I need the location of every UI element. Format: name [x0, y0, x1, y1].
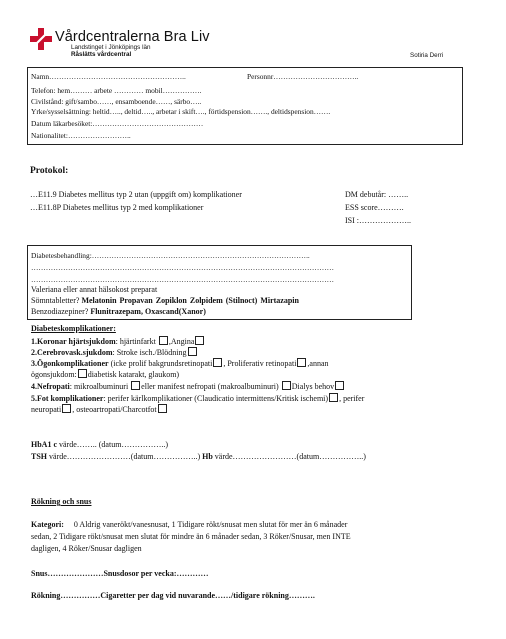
- complication-2-title: 2.Cerebrovask.sjukdom: [31, 348, 113, 357]
- complication-3-prolif: , Proliferativ retinopati: [223, 359, 297, 368]
- complication-2-row: [31, 347, 198, 358]
- complication-5-charcot: , osteoartropati/Charcotfot: [72, 405, 157, 414]
- complication-5-row-2: [31, 404, 168, 415]
- field-ess-score[interactable]: ESS score……….: [345, 203, 404, 212]
- brand-title: Vårdcentralerna Bra Liv: [55, 29, 210, 45]
- category-line-1: 0 Aldrig vanerökt/vanesnusat, 1 Tidigare rökt/snusat men slutat för mer än 6 månader: [73, 520, 348, 529]
- complication-5-row: [31, 393, 364, 404]
- complication-2-text: : Stroke isch./Blödning: [112, 348, 187, 357]
- complication-5-neuropati: neuropati: [31, 405, 62, 414]
- hba1c-value[interactable]: värde…….. (datum……………..): [57, 440, 169, 449]
- protokol-heading: Protokol:: [30, 166, 69, 176]
- field-diabetesbehandling[interactable]: Diabetesbehandling:……………………………………………………………………………..: [31, 251, 310, 260]
- sleep-pills-row: [31, 296, 299, 306]
- checkbox-bakgrundsretinopati[interactable]: [213, 358, 222, 367]
- complication-3-row-2: [31, 369, 179, 380]
- field-yrke[interactable]: Yrke/sysselsättning: heltid….., deltid….., arbetar i skift…., förtidspension……., deltidspension…….: [31, 107, 331, 116]
- category-line-2: sedan, 2 Tidigare rökt/snusat men slutat för mindre än 6 månader sedan, 3 Röker/Snusar, men INTE: [31, 532, 351, 541]
- benzo-drugs: Flunitrazepam, Oxascand(Xanor): [90, 307, 206, 316]
- checkbox-angina[interactable]: [195, 336, 204, 345]
- hba1c-row[interactable]: [31, 440, 168, 450]
- smoking-category-row-1: [31, 520, 347, 530]
- brand-subtitle-clinic: Råslätts vårdcentral: [71, 51, 132, 58]
- field-namn[interactable]: Namn………………………………………………..: [31, 72, 186, 81]
- category-label: Kategori:: [31, 520, 64, 529]
- complications-heading: Diabeteskomplikationer:: [31, 324, 116, 333]
- complication-1-text: : hjärtinfarkt: [115, 337, 156, 346]
- sleep-pills-drugs: Melatonin Propavan Zopiklon Zolpidem (Stilnoct) Mirtazapin: [81, 296, 299, 305]
- category-line-3: dagligen, 4 Röker/Snusar dagligen: [31, 544, 142, 553]
- checkbox-perifer-karl[interactable]: [329, 393, 338, 402]
- benzo-row: [31, 307, 206, 317]
- diagnosis-e118[interactable]: …E11.8P Diabetes mellitus typ 2 med komplikationer: [30, 203, 204, 212]
- diagnosis-e119[interactable]: …E11.9 Diabetes mellitus typ 2 utan (uppgift om) komplikationer: [30, 190, 242, 199]
- hba1c-label: HbA1 c: [31, 440, 57, 449]
- complication-1-angina: ,Angina: [168, 337, 195, 346]
- doctor-name: Sotiria Derri: [410, 52, 444, 59]
- complication-3-text: (icke prolif bakgrundsretinopati: [108, 359, 213, 368]
- checkbox-stroke[interactable]: [188, 347, 197, 356]
- brand-subtitle-county: Landstinget i Jönköpings län: [71, 44, 151, 51]
- field-dm-debutar[interactable]: DM debutår: ……..: [345, 190, 409, 199]
- complication-3-ogonsjukdom: ögonsjukdom:: [31, 370, 77, 379]
- field-nationalitet[interactable]: Nationalitet:……………………..: [31, 131, 131, 140]
- field-datum[interactable]: Datum läkarbesöket:………………………………………: [31, 119, 204, 128]
- complication-4-nefropati: eller manifest nefropati (makroalbuminuri): [141, 382, 279, 391]
- tsh-label: TSH: [31, 452, 48, 461]
- tsh-value[interactable]: värde……………………(datum……………..): [47, 452, 201, 461]
- checkbox-mikroalbuminuri[interactable]: [131, 381, 140, 390]
- complication-4-dialys: Dialys behov: [291, 382, 335, 391]
- hb-label: Hb: [202, 452, 213, 461]
- smoking-heading: Rökning och snus: [31, 497, 92, 506]
- checkbox-proliferativ[interactable]: [297, 358, 306, 367]
- valeriana-text: Valeriana eller annat hälsokost preparat: [31, 285, 158, 294]
- checkbox-annan-ogonsjukdom[interactable]: [78, 369, 87, 378]
- complication-5-text: : perifer kärlkomplikationer (Claudicatio intermittens/Kritisk ischemi): [103, 394, 329, 403]
- checkbox-manifest-nefropati[interactable]: [282, 381, 291, 390]
- field-snus[interactable]: Snus…………………Snusdosor per vecka:…………: [31, 569, 209, 578]
- treatment-dots-1[interactable]: ……………………………………………………………………………………………………………: [31, 263, 335, 272]
- field-isi[interactable]: ISI :………………..: [345, 216, 411, 225]
- sleep-pills-label: Sömntabletter?: [31, 296, 80, 305]
- field-civilstand[interactable]: Civilstånd: gift/sambo……, ensamboende……, särbo…..: [31, 97, 202, 106]
- field-rokning[interactable]: Rökning……………Cigaretter per dag vid nuvarande……/tidigare rökning……….: [31, 591, 315, 600]
- complication-3-title: 3.Ögonkomplikationer: [31, 359, 109, 368]
- complication-4-row: [31, 381, 345, 392]
- tsh-hb-row[interactable]: [31, 452, 366, 462]
- treatment-dots-2[interactable]: ……………………………………………………………………………………………………………: [31, 275, 335, 284]
- checkbox-hjartinfarkt[interactable]: [159, 336, 168, 345]
- complication-4-text: : mikroalbuminuri: [69, 382, 129, 391]
- brand-logo-icon: [30, 28, 52, 50]
- complication-3-katarakt: diabetisk katarakt, glaukom): [87, 370, 180, 379]
- complication-5-title: 5.Fot komplikationer: [31, 394, 104, 403]
- field-personnr[interactable]: Personnr……………………………..: [247, 72, 359, 81]
- complication-1-row: [31, 336, 205, 347]
- complication-4-title: 4.Nefropati: [31, 382, 70, 391]
- hb-value[interactable]: värde……………………(datum……………..): [212, 452, 366, 461]
- complication-5-perifer: , perifer: [339, 394, 365, 403]
- complication-3-row: [31, 358, 329, 369]
- checkbox-charcotfot[interactable]: [158, 404, 167, 413]
- complication-3-annan: ,annan: [307, 359, 329, 368]
- checkbox-neuropati[interactable]: [62, 404, 71, 413]
- benzo-label: Benzodiazepiner?: [31, 307, 89, 316]
- complication-1-title: 1.Koronar hjärtsjukdom: [31, 337, 116, 346]
- field-telefon[interactable]: Telefon: hem……… arbete ………… mobil…………….: [31, 86, 202, 95]
- checkbox-dialys[interactable]: [335, 381, 344, 390]
